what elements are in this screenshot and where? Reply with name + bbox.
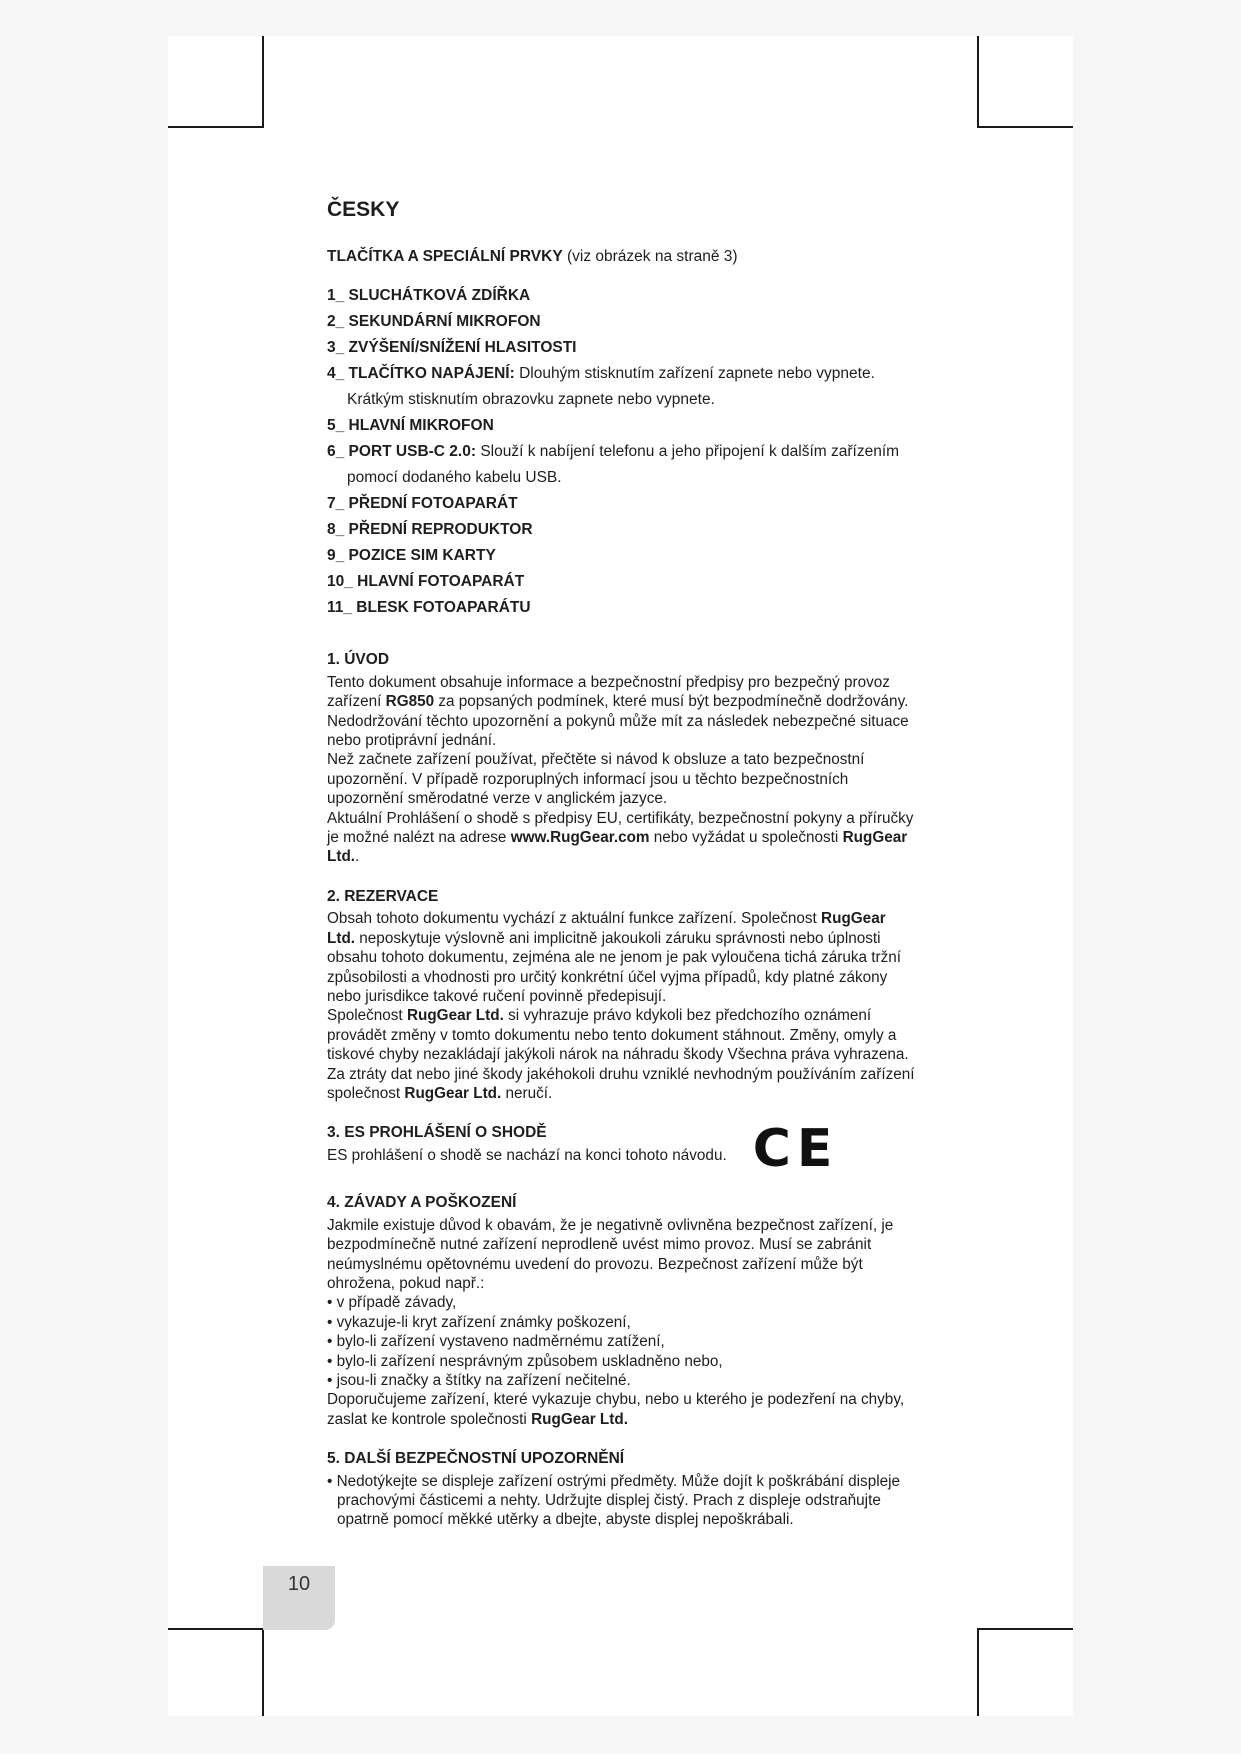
section-reservation xyxy=(327,887,917,1103)
item-label: 10_ HLAVNÍ FOTOAPARÁT xyxy=(327,573,525,591)
bullet-item: • bylo-li zařízení vystaveno nadměrnému zatížení, xyxy=(327,1333,665,1351)
item-text: Slouží k nabíjení telefonu a jeho připojení k dalším zařízením xyxy=(480,443,900,461)
list-item xyxy=(327,520,917,540)
paragraph: Než začnete zařízení používat, přečtěte si návod k obsluze a tato bezpečnostní upozornění. V případě rozporuplných informací jsou u těchto bezpečnostních upozornění směrodatné verze v anglickém jazyce. xyxy=(327,751,865,808)
buttons-heading-note: (viz obrázek na straně 3) xyxy=(566,248,738,265)
item-label: 8_ PŘEDNÍ REPRODUKTOR xyxy=(327,521,533,539)
item-text: Dlouhým stisknutím zařízení zapnete nebo vypnete. xyxy=(519,365,875,383)
list-item xyxy=(327,312,917,332)
paragraph: Obsah tohoto dokumentu vychází z aktuální funkce zařízení. Společnost RugGear Ltd. neposkytuje výslovně ani implicitně jakoukoli záruku správnosti nebo úplnosti obsahu tohoto dokumentu, zejména ale ne jenom je pak vyloučena tichá záruka tržní způsobilosti a vhodnosti pro určitý konkrétní účel vyjma případů, kdy platné zákony nebo jurisdikce takové ručení povinně předepisují. xyxy=(327,910,901,1005)
list-item xyxy=(327,364,917,410)
buttons-heading-bold: TLAČÍTKA A SPECIÁLNÍ PRVKY xyxy=(327,248,563,265)
item-label: 3_ ZVÝŠENÍ/SNÍŽENÍ HLASITOSTI xyxy=(327,339,577,357)
section-heading: 3. ES PROHLÁŠENÍ O SHODĚ xyxy=(327,1124,547,1142)
list-item xyxy=(327,286,917,306)
list-item xyxy=(327,572,917,592)
item-label: 7_ PŘEDNÍ FOTOAPARÁT xyxy=(327,495,518,513)
bullet-item: • vykazuje-li kryt zařízení známky poškození, xyxy=(327,1313,631,1331)
list-item xyxy=(327,598,917,618)
bullet-item: • jsou-li značky a štítky na zařízení nečitelné. xyxy=(327,1372,631,1389)
paragraph: Aktuální Prohlášení o shodě s předpisy EU, certifikáty, bezpečnostní pokyny a příručky je možné nalézt na adrese www.RugGear.com nebo vyžádat u společnosti RugGear Ltd.. xyxy=(327,809,914,866)
crop-mark-top-right-h xyxy=(977,126,1073,128)
list-item xyxy=(327,546,917,566)
section-heading: 5. DALŠÍ BEZPEČNOSTNÍ UPOZORNĚNÍ xyxy=(327,1450,625,1468)
ce-mark-logo: CE xyxy=(752,1119,839,1180)
crop-mark-top-left-v xyxy=(262,36,264,128)
paragraph: Jakmile existuje důvod k obavám, že je negativně ovlivněna bezpečnost zařízení, je bezpodmínečně nutné zařízení neprodleně uvést mimo provoz. Musí se zabránit neúmyslnému opětovnému uvedení do provozu. Bezpečnost zařízení může být ohrožena, pokud např.: xyxy=(327,1216,894,1292)
item-label: 1_ SLUCHÁTKOVÁ ZDÍŘKA xyxy=(327,287,531,305)
page-title: ČESKY xyxy=(327,198,400,221)
crop-mark-bottom-left-v xyxy=(262,1628,264,1716)
item-label: 6_ PORT USB-C 2.0: xyxy=(327,443,477,461)
website-link: www.RugGear.com xyxy=(510,829,650,847)
item-label: 11_ BLESK FOTOAPARÁTU xyxy=(327,599,531,617)
paragraph: Tento dokument obsahuje informace a bezpečnostní předpisy pro bezpečný provoz zařízení RG850 za popsaných podmínek, které musí být bezpodmínečně dodržovány. Nedodržování těchto upozornění a pokynů může mít za následek nebezpečné situace nebo protiprávní jednání. xyxy=(327,673,909,750)
list-item xyxy=(327,442,917,488)
list-item xyxy=(327,416,917,436)
paragraph: ES prohlášení o shodě se nachází na konci tohoto návodu. xyxy=(327,1146,727,1164)
crop-mark-bottom-left-h xyxy=(168,1628,264,1630)
item-text-cont: Krátkým stisknutím obrazovku zapnete nebo vypnete. xyxy=(347,391,715,409)
bullet-item: • v případě závady, xyxy=(327,1294,457,1312)
section-ce-declaration xyxy=(327,1119,917,1180)
section-heading: 2. REZERVACE xyxy=(327,887,439,905)
bullet-item: • Nedotýkejte se displeje zařízení ostrými předměty. Může dojít k poškrábání displeje prachovými částicemi a nehty. Udržujte displej čistý. Prach z displeje odstraňujte opatrně pomocí měkké utěrky a dbejte, abyste displej nepoškrábali. xyxy=(327,1472,901,1529)
bullet-item: • bylo-li zařízení nesprávným způsobem uskladněno nebo, xyxy=(327,1352,723,1370)
list-item xyxy=(327,494,917,514)
crop-mark-bottom-right-v xyxy=(977,1628,979,1716)
page-number: 10 xyxy=(263,1566,335,1630)
section-introduction xyxy=(327,650,917,866)
section-heading: 1. ÚVOD xyxy=(327,651,390,669)
crop-mark-bottom-right-h xyxy=(977,1628,1073,1630)
item-label: 9_ POZICE SIM KARTY xyxy=(327,547,496,565)
paragraph: Společnost RugGear Ltd. si vyhrazuje právo kdykoli bez předchozího oznámení provádět změny v tomto dokumentu nebo tento dokument stáhnout. Změny, omyly a tiskové chyby nezakládají jakýkoli nárok na náhradu škody Všechna práva vyhrazena. xyxy=(327,1007,909,1064)
buttons-heading xyxy=(327,247,917,266)
item-label: 2_ SEKUNDÁRNÍ MIKROFON xyxy=(327,313,541,331)
section-safety-notes xyxy=(327,1449,917,1530)
item-label: 4_ TLAČÍTKO NAPÁJENÍ: xyxy=(327,365,515,383)
document-body xyxy=(327,196,917,1530)
paragraph: Za ztráty dat nebo jiné škody jakéhokoli druhu vzniklé nevhodným používáním zařízení společnost RugGear Ltd. neručí. xyxy=(327,1065,915,1102)
section-heading: 4. ZÁVADY A POŠKOZENÍ xyxy=(327,1194,517,1212)
crop-mark-top-left-h xyxy=(168,126,264,128)
list-item xyxy=(327,338,917,358)
item-label: 5_ HLAVNÍ MIKROFON xyxy=(327,417,494,435)
buttons-list xyxy=(327,286,917,618)
section-defects xyxy=(327,1193,917,1429)
item-text-cont: pomocí dodaného kabelu USB. xyxy=(347,469,562,487)
paragraph: Doporučujeme zařízení, které vykazuje chybu, nebo u kterého je podezření na chyby, zaslat ke kontrole společnosti RugGear Ltd. xyxy=(327,1391,905,1428)
crop-mark-top-right-v xyxy=(977,36,979,128)
